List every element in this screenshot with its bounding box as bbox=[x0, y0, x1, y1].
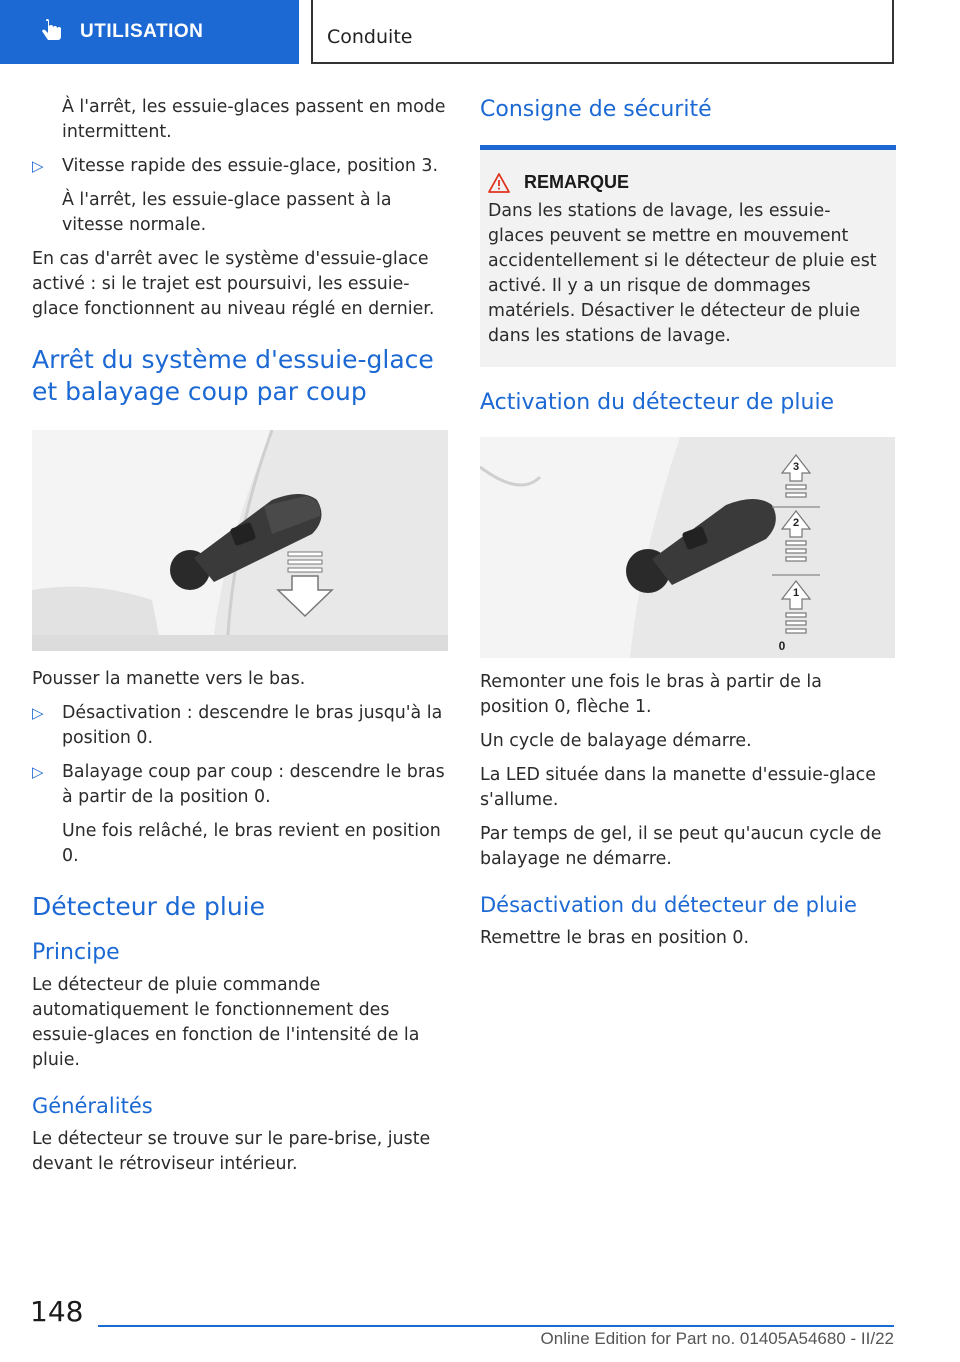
note-header bbox=[488, 172, 886, 193]
paragraph: Par temps de gel, il se peut qu'aucun cycle de balayage ne démarre. bbox=[480, 824, 882, 869]
subsection-heading: Généralités bbox=[32, 1094, 153, 1118]
triangle-bullet-icon: ▷ bbox=[32, 157, 44, 175]
position-label-1: 1 bbox=[792, 587, 800, 599]
triangle-bullet-icon: ▷ bbox=[32, 704, 44, 722]
list-item-text: Vitesse rapide des essuie-glace, position 3. bbox=[62, 156, 438, 176]
paragraph: Remettre le bras en position 0. bbox=[480, 928, 750, 948]
edition-label: Online Edition for Part no. 01405A54680 - II/22 bbox=[540, 1329, 894, 1348]
note-title: REMARQUE bbox=[524, 172, 630, 192]
safety-note bbox=[480, 145, 896, 367]
position-label-2: 2 bbox=[792, 517, 800, 529]
paragraph: Pousser la manette vers le bas. bbox=[32, 669, 306, 689]
note-text: Dans les stations de lavage, les essuie-glaces peuvent se mettre en mouvement accidentellement si le détecteur de pluie est activé. Il y a un risque de dommages matériels. Désactiver le détecteur de pluie dans les stations de lavage. bbox=[488, 201, 877, 346]
paragraph: Remonter une fois le bras à partir de la position 0, flèche 1. bbox=[480, 672, 822, 717]
section-heading: Désactivation du détecteur de pluie bbox=[480, 893, 857, 917]
section-heading: Activation du détecteur de pluie bbox=[480, 390, 835, 415]
list-item-text: Désactivation : descendre le bras jusqu'à la position 0. bbox=[62, 703, 443, 748]
right-column bbox=[480, 95, 896, 960]
paragraph: En cas d'arrêt avec le système d'essuie-glace activé : si le trajet est poursuivi, les essuie-glace fonctionnent au niveau réglé en dernier. bbox=[32, 249, 435, 319]
list-item bbox=[32, 701, 452, 751]
paragraph: La LED située dans la manette d'essuie-glace s'allume. bbox=[480, 765, 876, 810]
paragraph: Une fois relâché, le bras revient en position 0. bbox=[62, 821, 441, 866]
wiper-stalk-illustration bbox=[32, 430, 448, 651]
section-heading: Consigne de sécurité bbox=[480, 97, 712, 122]
left-column bbox=[32, 95, 452, 1186]
hand-pointer-icon bbox=[36, 17, 66, 47]
section-tab[interactable] bbox=[0, 0, 299, 64]
list-item-text: Balayage coup par coup : descendre le bras à partir de la position 0. bbox=[62, 762, 445, 807]
page-number: 148 bbox=[30, 1295, 84, 1328]
paragraph: À l'arrêt, les essuie-glace passent à la vitesse normale. bbox=[62, 190, 392, 235]
paragraph: À l'arrêt, les essuie-glaces passent en mode intermittent. bbox=[62, 97, 446, 142]
rain-sensor-activation-figure bbox=[480, 437, 895, 658]
list-item bbox=[32, 154, 452, 179]
position-label-3: 3 bbox=[792, 461, 800, 473]
position-label-0: 0 bbox=[778, 639, 786, 653]
wiper-stalk-down-figure bbox=[32, 430, 448, 651]
footer-divider bbox=[98, 1325, 894, 1327]
section-label: UTILISATION bbox=[80, 21, 204, 42]
section-heading: Arrêt du système d'essuie-glace et balayage coup par coup bbox=[32, 345, 434, 406]
warning-triangle-icon bbox=[488, 173, 510, 193]
paragraph: Un cycle de balayage démarre. bbox=[480, 731, 752, 751]
paragraph: Le détecteur se trouve sur le pare-brise, juste devant le rétroviseur intérieur. bbox=[32, 1129, 431, 1174]
paragraph: Le détecteur de pluie commande automatiquement le fonctionnement des essuie-glaces en fonction de l'intensité de la pluie. bbox=[32, 975, 420, 1070]
subsection-heading: Principe bbox=[32, 940, 120, 965]
section-heading: Détecteur de pluie bbox=[32, 892, 265, 921]
wiper-stalk-positions-illustration bbox=[480, 437, 895, 658]
triangle-bullet-icon: ▷ bbox=[32, 763, 44, 781]
list-item bbox=[32, 760, 452, 810]
chapter-label: Conduite bbox=[327, 26, 413, 48]
